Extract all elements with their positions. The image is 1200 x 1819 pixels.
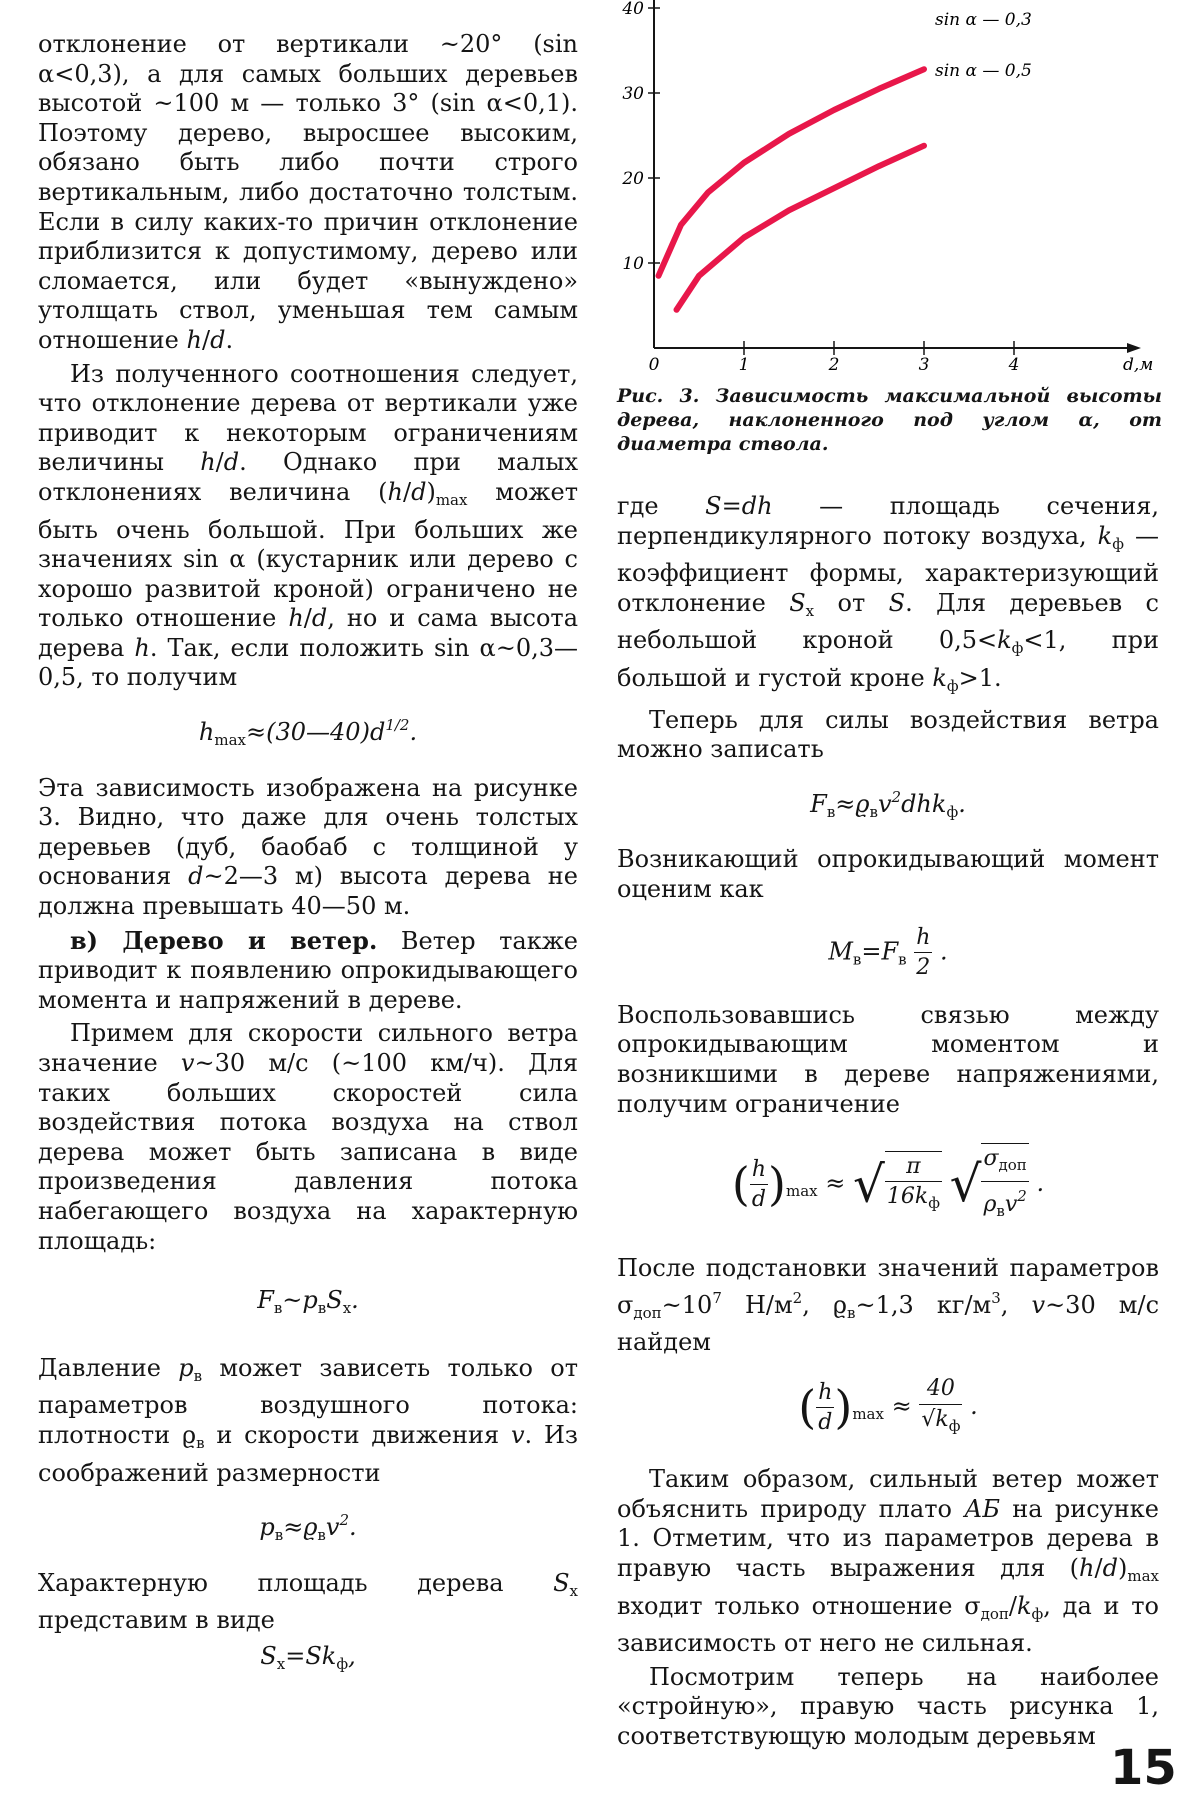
paragraph: Характерную площадь дерева $S_х$ представим в виде	[38, 1568, 578, 1635]
formula-area: $S_х=Sk_ф$,	[260, 1641, 356, 1673]
series-line-1	[659, 69, 925, 276]
formula-wind-force: $F_в\approx ϱ_вv^2dhk_ф$.	[810, 787, 966, 821]
formula-force: $F_в\sim p_вS_х$.	[257, 1286, 359, 1318]
legend-label-1: sin α — 0,3	[935, 10, 1032, 30]
page-number: 15	[1110, 1740, 1177, 1796]
left-column	[38, 30, 578, 1686]
figure-caption: Рис. 3. Зависимость максимальной высоты дерева, наклоненного под углом α, от диаметра ствола.	[617, 385, 1162, 455]
paragraph: Примем для скорости сильного ветра значение v~30 м/с (~100 км/ч). Для таких больших скоростей сила воздействия потока воздуха на ствол дерева может быть записана в виде произведения давления потока набегающего воздуха на характерную площадь:	[38, 1019, 578, 1255]
series-line-2	[677, 146, 925, 310]
paragraph: где S=dh — площадь сечения, перпендикулярного потоку воздуха, $k_ф$ — коэффициент формы, характеризующий отклонение $S_х$ от S. Для деревьев с небольшой кроной $0,5<k_ф<1$, при большой и густой кроне $k_ф>1$.	[617, 492, 1160, 695]
y-tick-label: 10	[622, 254, 644, 274]
x-tick-label: 4	[1008, 355, 1020, 375]
paragraph: Таким образом, сильный ветер может объяснить природу плато АБ на рисунке 1. Отметим, что из параметров дерева в правую часть выражения для $(h/d)_{max}$ входит только отношение $\sigma_{доп}/k_ф$, да и то зависимость от него не сильная.	[617, 1465, 1160, 1658]
paragraph: Из полученного соотношения следует, что отклонение дерева от вертикали уже приводит к некоторым ограничениям величины h/d. Однако при малых отклонениях величина $(h/d)_{max}$ может быть очень большой. При больших же значениях sin α (кустарник или дерево с хорошо развитой кроной) ограничено не только отношение h/d, но и сама высота дерева h. Так, если положить sin α~0,3—0,5, то получим	[38, 359, 579, 692]
formula-pressure: $p_в\approx ϱ_вv^2$.	[259, 1511, 357, 1545]
paragraph: Воспользовавшись связью между опрокидывающим моментом и возникшими в дереве напряжениями, получим ограничение	[617, 1000, 1159, 1118]
formula-hmax: $h_{max}\approx(30—40)d^{1/2}$.	[198, 716, 418, 750]
paragraph: После подстановки значений параметров $\sigma_{доп}\sim 10^7$ $Н/м^2$, $ϱ_в\sim 1,3$ $кг/м^3$, v~30 м/с найдем	[617, 1254, 1160, 1357]
paragraph: Теперь для силы воздействия ветра можно записать	[617, 705, 1159, 764]
paragraph: Эта зависимость изображена на рисунке 3. Видно, что даже для очень толстых деревьев (дуб, баобаб с толщиной у основания d~2—3 м) высота дерева не должна превышать 40—50 м.	[38, 773, 578, 921]
paragraph: Возникающий опрокидывающий момент оценим как	[617, 845, 1159, 903]
chart	[610, 0, 1170, 378]
y-tick-label: 30	[622, 84, 644, 104]
formula-limit: ( $\frac{h}{d}$ )$_{max}$ ≈ √ $\frac{\pi}{16k_ф}$ √ $\frac{\sigma_{доп}}{\rho_вv^2}$ .	[617, 1143, 1159, 1226]
figure-3	[610, 0, 1170, 378]
x-axis-label: d,м	[1123, 355, 1154, 375]
legend-label-2: sin α — 0,5	[935, 61, 1032, 81]
x-tick-label: 3	[918, 355, 930, 375]
x-tick-label: 1	[738, 355, 750, 375]
x-tick-label: 2	[828, 355, 840, 375]
y-tick-label: 20	[622, 169, 644, 189]
x-tick-label: 0	[648, 355, 660, 375]
right-column	[617, 492, 1159, 1752]
paragraph: Посмотрим теперь на наиболее «стройную», правую часть рисунка 1, соответствующую молодым деревьям	[617, 1662, 1159, 1750]
paragraph: Давление $p_в$ может зависеть только от параметров воздушного потока: плотности $ϱ_в$ и скорости движения v. Из соображений размерности	[38, 1353, 578, 1487]
formula-result: ( $\frac{h}{d}$ )$_{max}$ ≈ $\frac{40}{√k_ф}$ .	[798, 1376, 978, 1436]
formula-moment: $M_в=F_в$ $\frac{h}{2}$ .	[828, 924, 948, 981]
x-axis-arrow	[1127, 343, 1141, 353]
paragraph: отклонение от вертикали ~20° (sin α<0,3), а для самых больших деревьев высотой ~100 м — только 3° (sin α<0,1). Поэтому дерево, выросшее высоким, обязано быть либо почти строго вертикальным, либо достаточно толстым. Если в силу каких-то причин отклонение приблизится к допустимому, дерево или сломается, или будет «вынуждено» утолщать ствол, уменьшая тем самым отношение h/d.	[38, 30, 578, 354]
paragraph: в) Дерево и ветер. Ветер также приводит к появлению опрокидывающего момента и напряжений в дереве.	[38, 925, 578, 1014]
y-tick-label: 40	[622, 0, 644, 19]
